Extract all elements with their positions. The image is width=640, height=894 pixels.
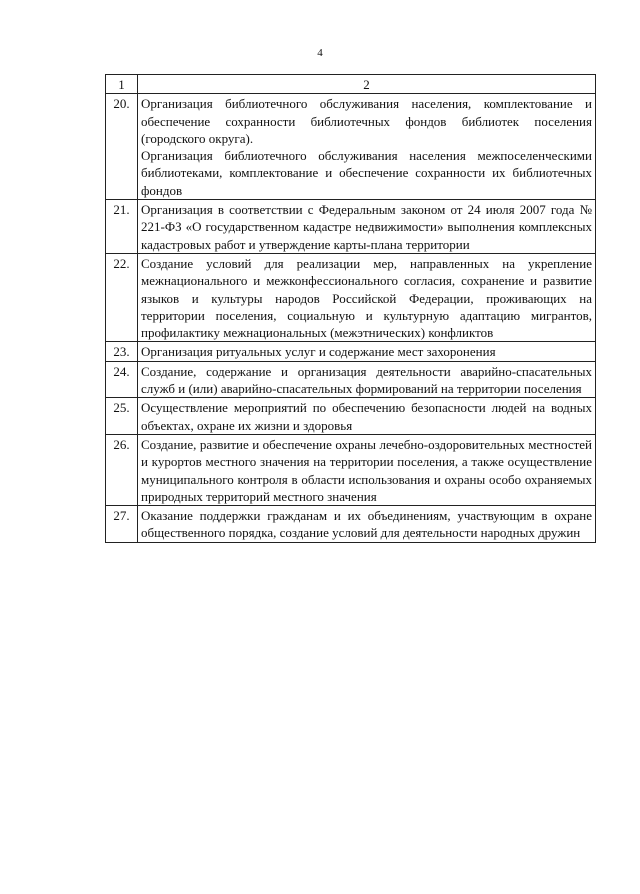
row-text [138,506,596,543]
row-text [138,398,596,435]
row-text [138,253,596,341]
column-header-description: 2 [138,75,596,94]
row-paragraph: Организация ритуальных услуг и содержание мест захоронения [141,344,496,360]
row-number: 21. [106,200,138,254]
table-row [106,434,596,505]
row-text [138,361,596,398]
row-paragraph: Осуществление мероприятий по обеспечению безопасности людей на водных объектах, охране их жизни и здоровья [141,400,592,433]
row-number: 25. [106,398,138,435]
table-row [106,94,596,200]
table-row [106,361,596,398]
row-text [138,94,596,200]
row-number: 24. [106,361,138,398]
table-row [106,253,596,341]
column-header-number: 1 [106,75,138,94]
row-number: 26. [106,434,138,505]
row-text [138,200,596,254]
table-header-row [106,75,596,94]
row-number: 23. [106,342,138,361]
row-paragraph: Оказание поддержки гражданам и их объединениям, участвующим в охране общественного порядка, создание условий для деятельности народных дружин [141,508,592,541]
row-number: 27. [106,506,138,543]
row-paragraph: Организация библиотечного обслуживания населения межпоселенческими библиотеками, комплектование и обеспечение сохранности их библиотечных фондов [141,148,592,198]
row-paragraph: Создание условий для реализации мер, направленных на укрепление межнационального и межконфессионального согласия, сохранение и развитие языков и культуры народов Российской Федерации, проживающих на территории поселения, социальную и культурную адаптацию мигрантов, профилактику межнациональных (межэтнических) конфликтов [141,255,592,341]
row-paragraph: Создание, содержание и организация деятельности аварийно-спасательных служб и (или) аварийно-спасательных формирований на территории поселения [141,363,592,397]
table-row [106,200,596,254]
row-paragraph: Создание, развитие и обеспечение охраны лечебно-оздоровительных местностей и курортов местного значения на территории поселения, а также осуществление муниципального контроля в области использования и охраны особо охраняемых природных территорий местного значения [141,436,592,504]
row-text [138,434,596,505]
powers-table [105,74,596,543]
page-number: 4 [317,47,323,59]
table-row [106,342,596,361]
table-row [106,398,596,435]
row-number: 22. [106,253,138,341]
table-row [106,506,596,543]
row-paragraph: Организация библиотечного обслуживания населения, комплектование и обеспечение сохранности библиотечных фондов библиотек поселения (городского округа). [141,96,592,146]
row-number: 20. [106,94,138,200]
row-paragraph: Организация в соответствии с Федеральным законом от 24 июля 2007 года № 221-ФЗ «О государственном кадастре недвижимости» выполнения комплексных кадастровых работ и утверждение карты-плана территории [141,202,592,252]
row-text [138,342,596,361]
